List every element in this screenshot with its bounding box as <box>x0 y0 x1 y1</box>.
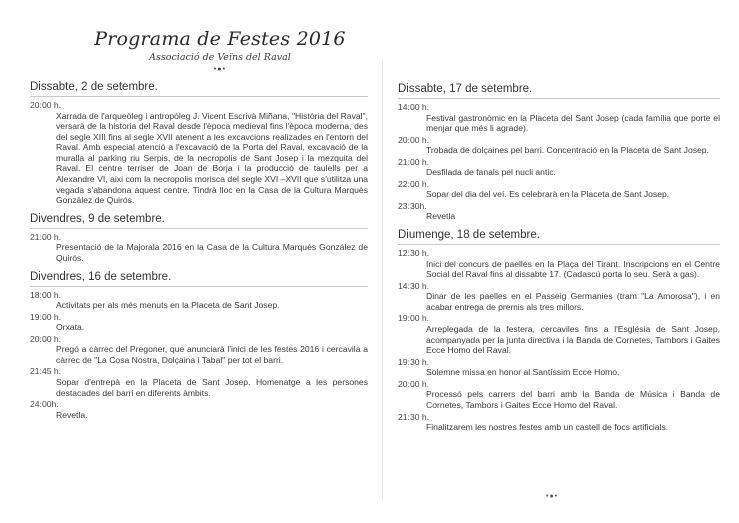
event-time: 18:00 h. <box>30 289 62 300</box>
right-column <box>398 82 720 439</box>
event-time: 20:00 h. <box>30 333 62 344</box>
footer-dots-ornament: •●• <box>546 493 559 500</box>
event-description: Pregó a càrrec del Pregoner, que anunciarà l'inici de les festes 2016 i cercavila a càrrec de "La Cosa Nostra, Dolçaina i Tabal" per tot el barri. <box>56 344 368 365</box>
event-list <box>398 248 720 433</box>
event-description: Inici del concurs de paelles en la Plaça del Tirant. Inscripcions en el Centre Social del Raval fins al dissabte 17. (Cadascú porta lo seu. Serà a gas). <box>426 258 720 280</box>
event-time: 21:45 h. <box>30 366 62 377</box>
event-time: 14:30 h. <box>398 280 430 291</box>
day-section <box>398 228 720 433</box>
event-list <box>30 290 368 421</box>
event-description: Desfilada de fanals pel nucli antic. <box>426 167 556 178</box>
event-description: Revetla. <box>56 409 88 420</box>
program-title: Programa de Festes 2016 <box>94 28 346 50</box>
event-time: 22:00 h. <box>398 178 430 189</box>
event-description: Processó pels carrers del barri amb la Banda de Música i Banda de Cornetes, Tambors i Gaites Ecce Homo del Raval. <box>426 389 720 410</box>
event-time: 21:00 h. <box>30 231 62 242</box>
event-time: 21:30 h. <box>398 411 430 422</box>
day-heading: Dissabte, 17 de setembre. <box>398 82 720 99</box>
event-description: Dinar de les paelles en el Passeig Germanies (tram "La Amorosa"), i en acabar entrega de premis als tres millors. <box>426 291 720 312</box>
dots-ornament: •●• <box>213 66 227 73</box>
event-list <box>398 102 720 222</box>
event-time: 20:00 h. <box>398 378 430 389</box>
header <box>90 28 350 74</box>
event-time: 19:30 h. <box>398 356 430 367</box>
event-description: Sopar d'entrepà en la Placeta de Sant Josep. Homenatge a les persones destacades del barri en diferents àmbits. <box>56 376 368 398</box>
event-time: 24:00h. <box>30 399 59 410</box>
event-description: Presentació de la Majorala 2016 en la Casa de la Cultura Marquès González de Quirós. <box>56 242 368 263</box>
day-heading: Diumenge, 18 de setembre. <box>398 228 720 245</box>
day-heading: Divendres, 16 de setembre. <box>30 270 368 287</box>
page-fold <box>382 60 383 500</box>
event-time: 12:30 h. <box>398 248 430 259</box>
day-section <box>30 270 368 421</box>
day-heading: Divendres, 9 de setembre. <box>30 212 368 229</box>
event-description: Solemne missa en honor al Santíssim Ecce Homo. <box>426 367 620 378</box>
event-description: Trobada de dolçaines pel barri. Concentració en la Placeta de Sant Josep. <box>426 145 709 156</box>
event-time: 20:00 h. <box>398 134 430 145</box>
event-description: Orxata. <box>56 322 85 333</box>
event-time: 19:00 h. <box>398 313 430 324</box>
event-description: Sopar del dia del veí. Es celebrarà en la Placeta de Sant Josep. <box>426 189 670 200</box>
association-name: Associació de Veïns del Raval <box>149 52 291 63</box>
event-time: 19:00 h. <box>30 311 62 322</box>
event-description: Revetla <box>426 211 456 222</box>
day-section <box>30 212 368 264</box>
event-description: Arreplegada de la festera, cercaviles fins a l'Església de Sant Josep, acompanyada per la junta directiva i la Banda de Cornetes, Tambors i Gaites Ecce Homo del Raval. <box>426 323 720 356</box>
event-description: Finalitzarem les nostres festes amb un castell de focs artificials. <box>426 422 669 432</box>
event-time: 23:30h. <box>398 200 427 211</box>
event-time: 14:00 h. <box>398 102 430 112</box>
day-heading: Dissabte, 2 de setembre. <box>30 80 368 97</box>
event-description: Xarrada de l'arqueòleg i antropòleg J. Vicent Escrivà Miñana, "Història del Raval", versarà de la historia del Raval desde l'època medieval fins l'època moderna, des del segle XIII fins al segle XVII atenent a les excavcions realizades en l'entorn del Raval. Amb especial atenció a l'excavació de la Porta del Raval, excavació de la muralla al parking riu Serpis, de la necropolis de Sant Josep i la mezquita del Raval. El centre terriser de Joan de Borja i la producció de taulells per a Alexandre VI, aixi com la necropolis morisca del segle XVI –XVII que s'utilitza una vegada s'abandona aquest centre. Tindrà lloc en la Casa de la Cultura Marquès González de Quirós. <box>56 110 368 206</box>
day-section <box>30 80 368 206</box>
day-section <box>398 82 720 222</box>
event-list <box>30 232 368 264</box>
event-description: Activitats per als més menuts en la Placeta de Sant Josep. <box>56 300 280 311</box>
event-list <box>30 100 368 206</box>
event-description: Festival gastronòmic en la Placeta del Sant Josep (cada família que porte el menjar que més li agrade). <box>426 112 720 134</box>
event-time: 20:00 h. <box>30 100 62 110</box>
left-column <box>30 80 368 426</box>
event-time: 21:00 h. <box>398 156 430 167</box>
